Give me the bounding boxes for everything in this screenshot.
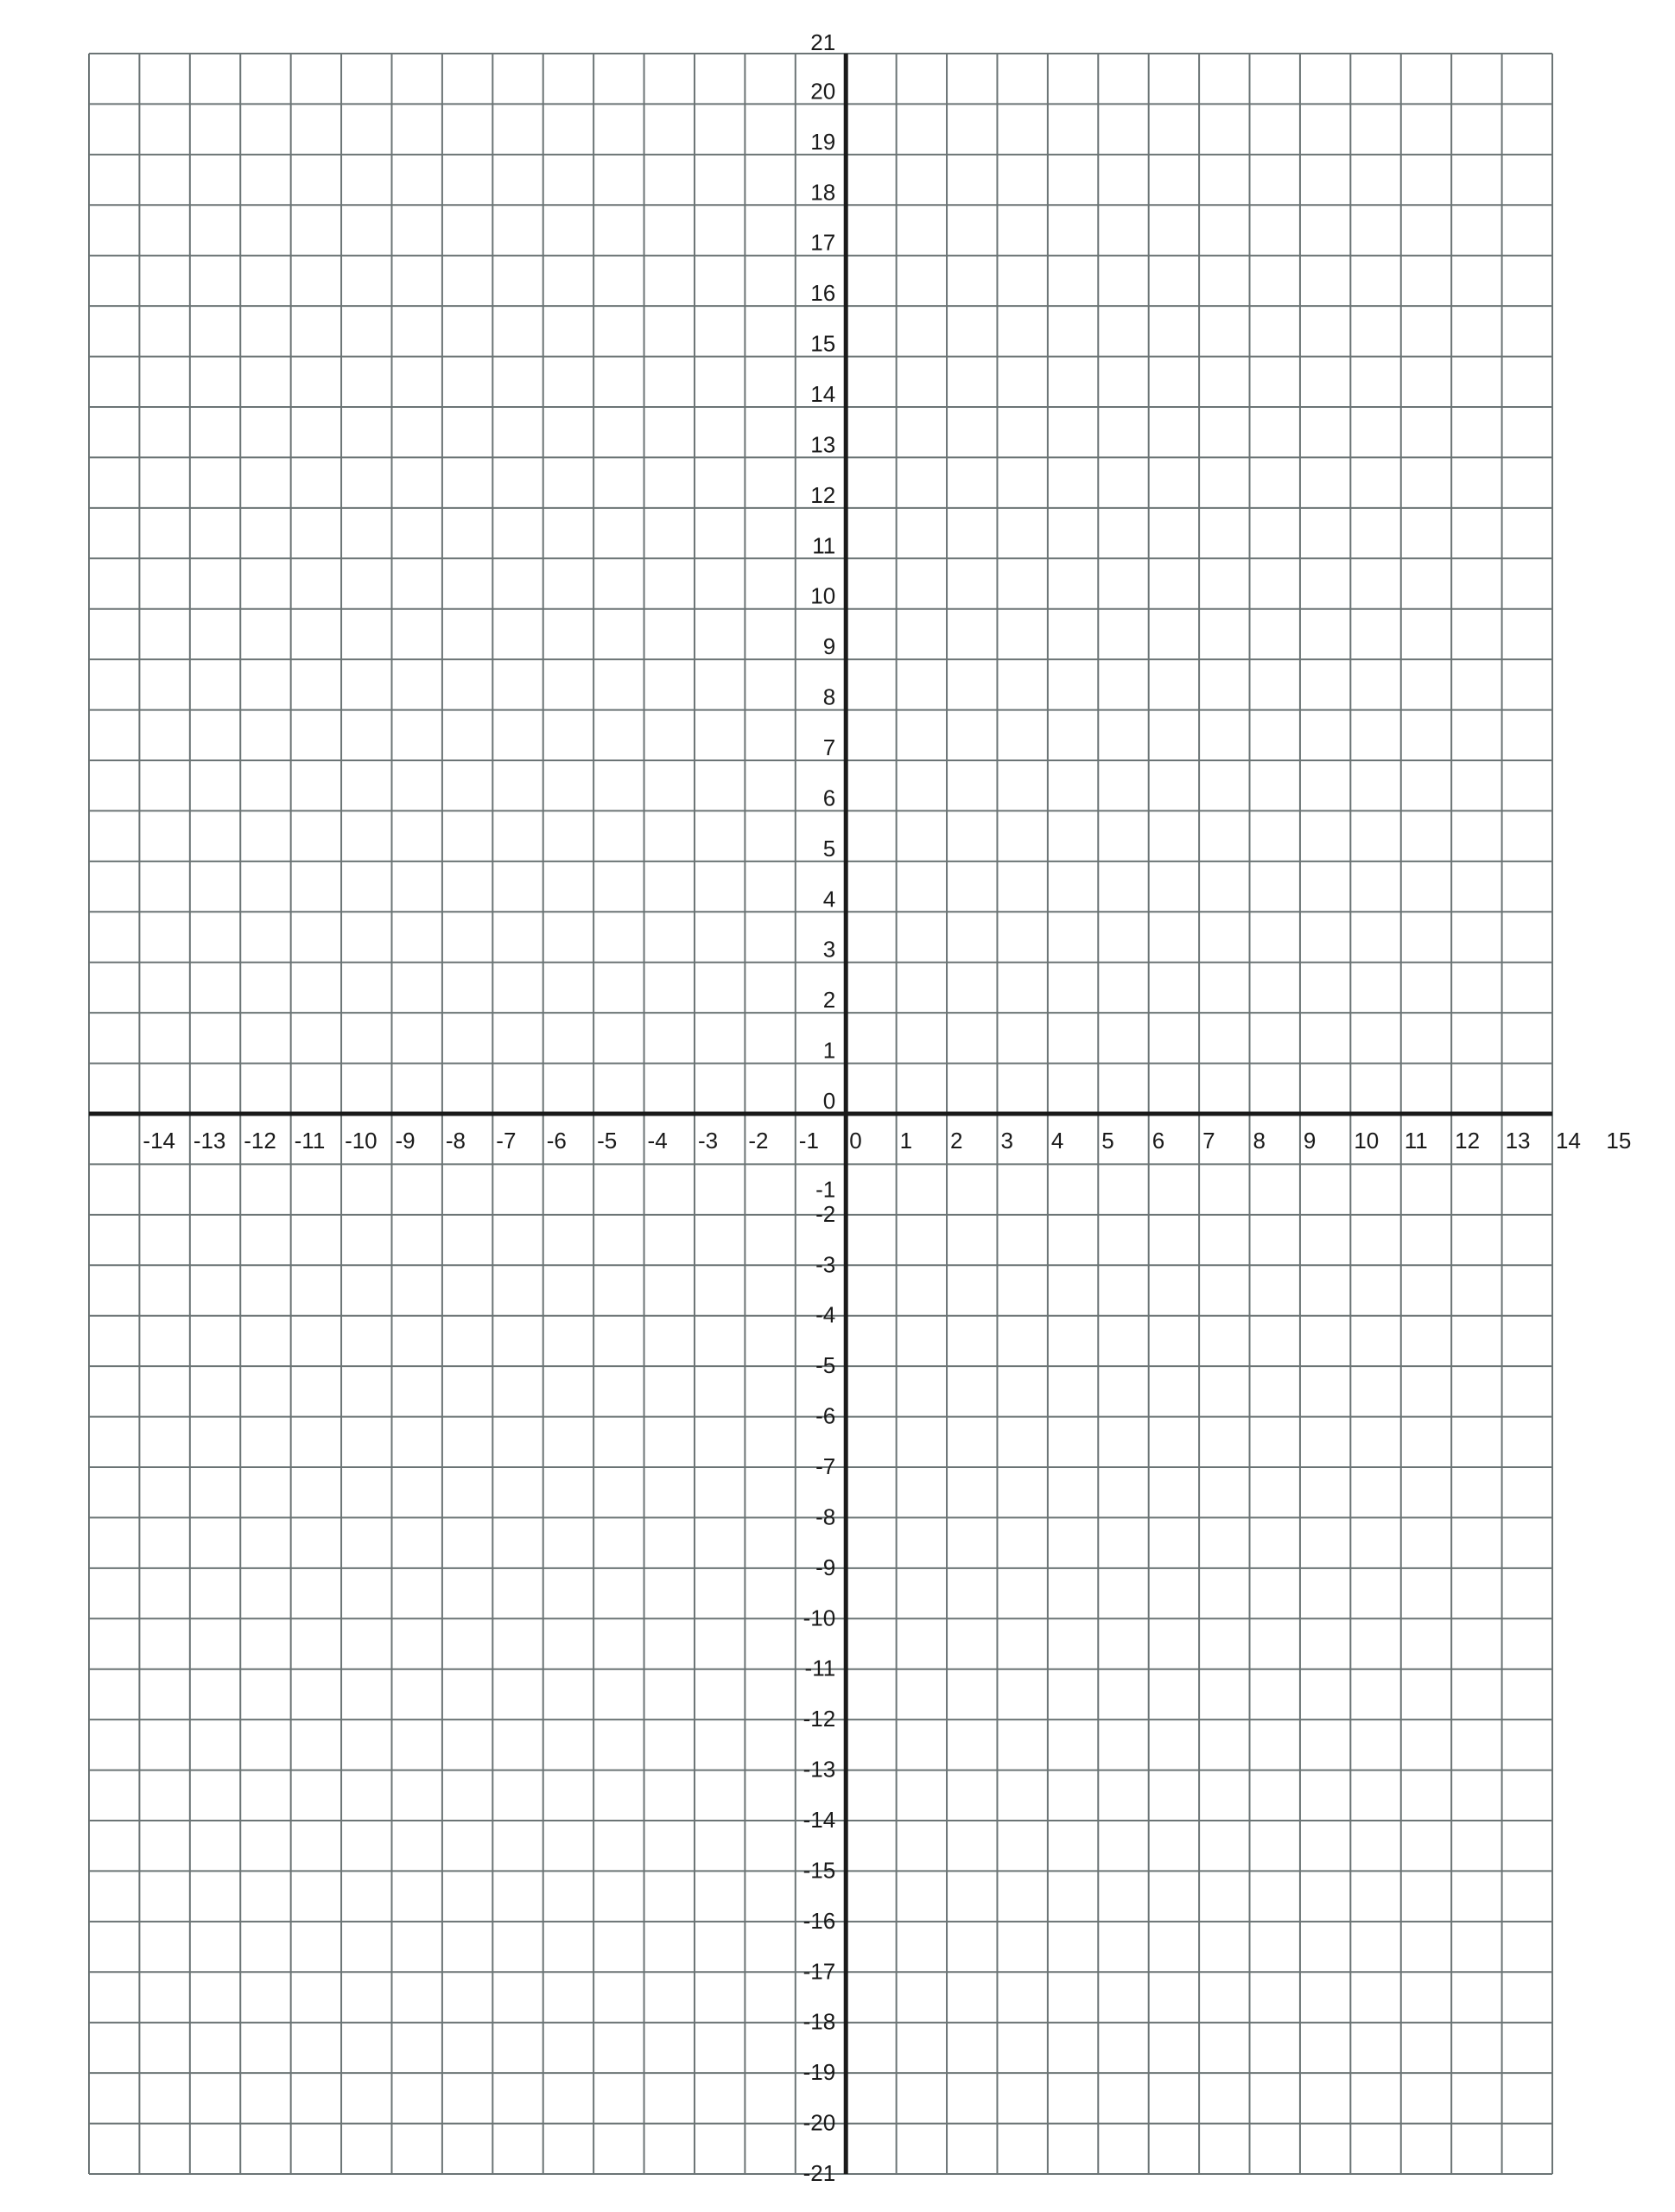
- x-tick-label: -2: [748, 1128, 769, 1154]
- y-tick-label: 17: [810, 229, 836, 256]
- y-tick-label: 11: [812, 532, 836, 559]
- x-tick-label: -9: [395, 1128, 416, 1154]
- x-tick-label: 3: [1000, 1128, 1013, 1154]
- y-tick-label: 0: [822, 1088, 836, 1114]
- y-tick-label: -12: [803, 1706, 836, 1732]
- y-tick-label: 16: [810, 280, 836, 307]
- y-tick-label: 13: [810, 431, 836, 458]
- y-tick-label: 18: [810, 179, 836, 206]
- x-tick-label: -11: [294, 1128, 326, 1154]
- y-tick-label: -11: [804, 1655, 836, 1681]
- y-tick-label: 3: [822, 936, 836, 963]
- y-tick-label: -13: [803, 1756, 836, 1783]
- x-tick-label: -8: [445, 1128, 466, 1154]
- x-tick-label: 15: [1606, 1128, 1632, 1154]
- y-tick-label: 5: [822, 835, 836, 861]
- x-tick-label: 1: [899, 1128, 913, 1154]
- x-tick-label: 4: [1050, 1128, 1064, 1154]
- y-tick-label: 15: [810, 330, 836, 357]
- y-tick-label: -8: [815, 1503, 836, 1530]
- x-tick-label: 5: [1101, 1128, 1114, 1154]
- x-tick-label: 9: [1303, 1128, 1317, 1154]
- y-tick-label: -6: [815, 1402, 836, 1429]
- y-tick-label: -7: [815, 1453, 836, 1479]
- y-tick-label: 10: [810, 582, 836, 609]
- y-tick-label: -20: [803, 2109, 836, 2136]
- x-tick-label: 13: [1505, 1128, 1531, 1154]
- x-tick-label: -10: [345, 1128, 378, 1154]
- x-tick-label: 11: [1404, 1128, 1428, 1154]
- y-tick-label: 8: [822, 683, 836, 710]
- x-tick-label: -13: [193, 1128, 226, 1154]
- x-tick-label: 12: [1455, 1128, 1481, 1154]
- x-tick-label: -12: [244, 1128, 276, 1154]
- y-tick-label: -4: [815, 1301, 836, 1328]
- y-tick-label: -5: [815, 1352, 836, 1379]
- y-tick-label: 4: [822, 886, 836, 912]
- y-tick-label: 7: [822, 734, 836, 760]
- x-tick-label: 7: [1202, 1128, 1215, 1154]
- y-tick-label: -18: [803, 2008, 836, 2035]
- y-tick-label: 9: [822, 633, 836, 660]
- x-tick-label: -5: [597, 1128, 618, 1154]
- y-tick-label: 6: [822, 785, 836, 811]
- y-tick-label: -17: [803, 1958, 836, 1985]
- x-tick-label: 14: [1556, 1128, 1581, 1154]
- y-tick-label: 20: [810, 78, 836, 105]
- x-tick-label: 2: [950, 1128, 963, 1154]
- x-tick-label: 10: [1354, 1128, 1380, 1154]
- x-tick-label: 6: [1152, 1128, 1165, 1154]
- y-tick-label: 2: [822, 987, 836, 1014]
- y-tick-label: 19: [810, 128, 836, 155]
- x-tick-label: -6: [546, 1128, 567, 1154]
- y-tick-label: -10: [803, 1605, 836, 1631]
- y-tick-label: -14: [803, 1807, 836, 1833]
- y-tick-label: -19: [803, 2059, 836, 2086]
- y-tick-label: -16: [803, 1907, 836, 1934]
- x-tick-label: -14: [143, 1128, 175, 1154]
- y-tick-label: 12: [810, 481, 836, 508]
- y-tick-label: -3: [815, 1251, 836, 1278]
- y-tick-label: 14: [810, 381, 836, 407]
- x-tick-label: -4: [647, 1128, 668, 1154]
- x-tick-label: -3: [697, 1128, 719, 1154]
- y-tick-label: -15: [803, 1857, 836, 1884]
- y-tick-label: -9: [815, 1554, 836, 1580]
- x-tick-label: -1: [798, 1128, 819, 1154]
- y-tick-label: -21: [803, 2160, 836, 2186]
- y-tick-label: 1: [822, 1037, 836, 1064]
- x-tick-label: 8: [1253, 1128, 1266, 1154]
- y-tick-label: 21: [810, 29, 836, 55]
- x-tick-label: 0: [849, 1128, 862, 1154]
- x-tick-label: -7: [496, 1128, 517, 1154]
- y-tick-label: -1: [815, 1176, 836, 1203]
- y-tick-label: -2: [815, 1200, 836, 1227]
